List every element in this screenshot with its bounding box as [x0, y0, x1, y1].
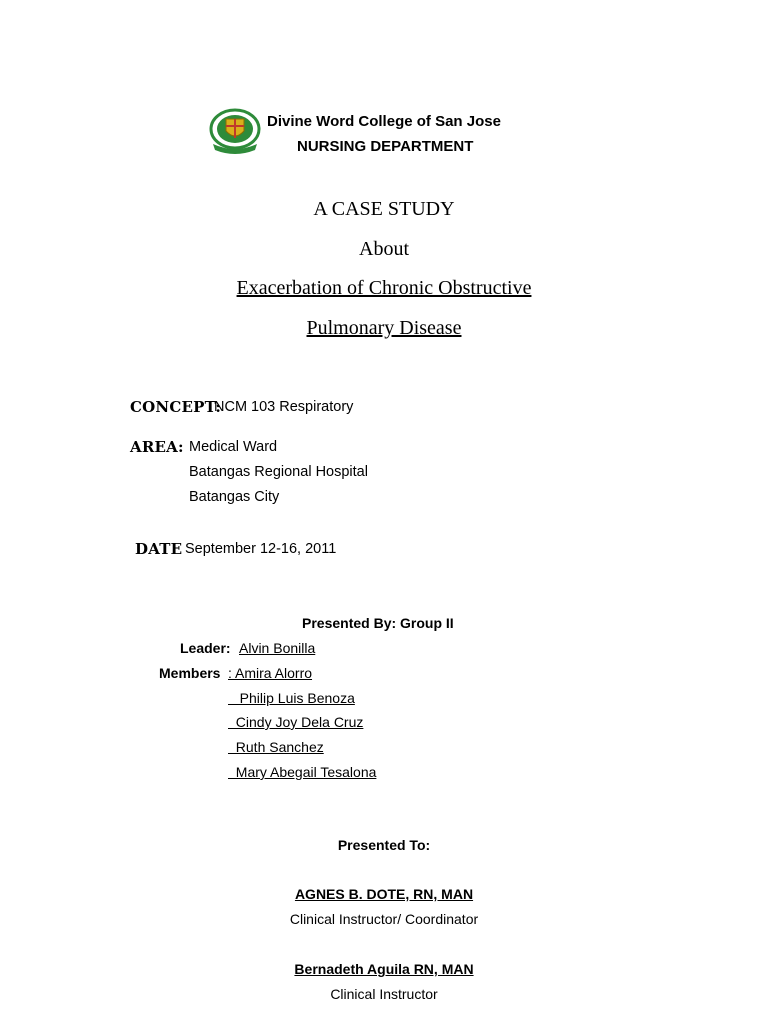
- title-line-2: About: [359, 238, 409, 260]
- area-line: Batangas City: [189, 489, 280, 505]
- member-name: : Amira Alorro: [228, 665, 313, 681]
- members-label: Members: [159, 665, 221, 681]
- member-name: Cindy Joy Dela Cruz: [228, 714, 364, 730]
- title-line-4: Pulmonary Disease: [306, 317, 462, 339]
- instructor-name: AGNES B. DOTE, RN, MAN: [294, 886, 474, 902]
- member-name: Ruth Sanchez: [228, 739, 324, 755]
- leader-label: Leader:: [180, 640, 231, 656]
- college-seal-icon: [209, 108, 261, 154]
- area-label: AREA:: [130, 438, 184, 456]
- leader-name: Alvin Bonilla: [239, 640, 316, 656]
- title-line-3: Exacerbation of Chronic Obstructive: [236, 277, 532, 299]
- date-value: September 12-16, 2011: [185, 541, 337, 557]
- college-name: Divine Word College of San Jose: [267, 113, 501, 130]
- department-name: NURSING DEPARTMENT: [297, 138, 474, 155]
- member-name: Mary Abegail Tesalona: [228, 764, 377, 780]
- presented-by-heading: Presented By: Group II: [302, 615, 454, 631]
- area-line: Medical Ward: [189, 439, 278, 455]
- member-name: Philip Luis Benoza: [228, 690, 355, 706]
- instructor-title: Clinical Instructor: [330, 986, 438, 1002]
- instructor-name: Bernadeth Aguila RN, MAN: [294, 961, 474, 977]
- area-line: Batangas Regional Hospital: [189, 464, 368, 480]
- instructor-title: Clinical Instructor/ Coordinator: [289, 911, 479, 927]
- date-label: DATE: [135, 540, 183, 558]
- concept-value: NCM 103 Respiratory: [214, 399, 354, 415]
- presented-to-heading: Presented To:: [337, 837, 431, 853]
- title-line-1: A CASE STUDY: [313, 198, 455, 220]
- concept-label: CONCEPT:: [130, 398, 222, 416]
